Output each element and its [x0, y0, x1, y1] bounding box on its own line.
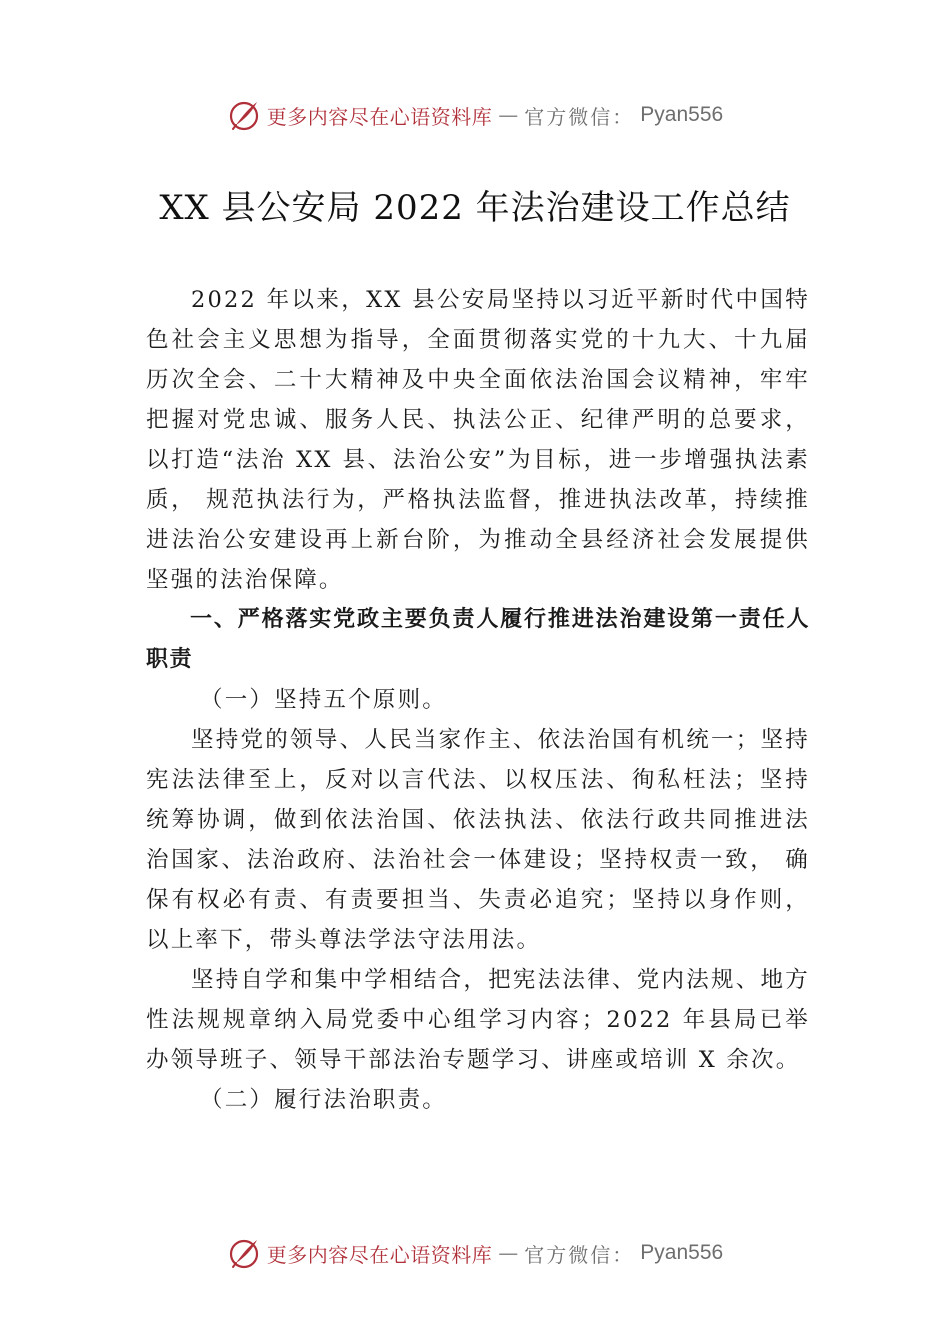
document-title: XX 县公安局 2022 年法治建设工作总结 [159, 188, 791, 228]
intro-paragraph: 2022 年以来，XX 县公安局坚持以习近平新时代中国特色社会主义思想为指导，全面贯彻落实党的十九大、十九届历次全会、二十大精神及中央全面依法治国会议精神，牢牢把握对党忠诚、服务人民、执法公正、纪律严明的总要求，以打造“法治 XX 县、法治公安”为目标，进一步增强执法素质， 规范执法行为，严格执法监督，推进执法改革，持续推进法治公安建设再上新台阶，为推动全县经济社会发展提供坚强的法治保障。 [146, 287, 810, 593]
watermark-separator: — [498, 103, 519, 127]
watermark-wechat-id: Pyan556 [640, 103, 724, 126]
header-watermark [0, 95, 950, 135]
body-paragraph: 坚持自学和集中学相结合，把宪法法律、党内法规、地方性法规规章纳入局党委中心组学习内容；2022 年县局已举办领导班子、领导干部法治专题学习、讲座或培训 X 余次。 [146, 967, 810, 1073]
section-heading: 一、严格落实党政主要负责人履行推进法治建设第一责任人职责 [146, 607, 810, 672]
feather-pen-logo-icon [227, 1236, 261, 1270]
watermark-wechat-id: Pyan556 [640, 1241, 724, 1264]
feather-pen-logo-icon [227, 98, 261, 132]
subsection-heading: （一）坚持五个原则。 [200, 687, 448, 713]
footer-watermark [0, 1233, 950, 1273]
document-body [146, 280, 810, 1120]
subsection-heading: （二）履行法治职责。 [200, 1087, 448, 1113]
watermark-wechat-label: 官方微信： [524, 1242, 635, 1267]
watermark-brand-text: 更多内容尽在心语资料库 [266, 104, 493, 129]
watermark-separator: — [498, 1241, 519, 1265]
watermark-wechat-label: 官方微信： [524, 104, 635, 129]
watermark-brand-text: 更多内容尽在心语资料库 [266, 1242, 493, 1267]
body-paragraph: 坚持党的领导、人民当家作主、依法治国有机统一；坚持宪法法律至上，反对以言代法、以权压法、徇私枉法；坚持统筹协调，做到依法治国、依法执法、依法行政共同推进法治国家、法治政府、法治社会一体建设；坚持权责一致， 确保有权必有责、有责要担当、失责必追究；坚持以身作则， 以上率下，带头尊法学法守法用法。 [146, 727, 810, 953]
